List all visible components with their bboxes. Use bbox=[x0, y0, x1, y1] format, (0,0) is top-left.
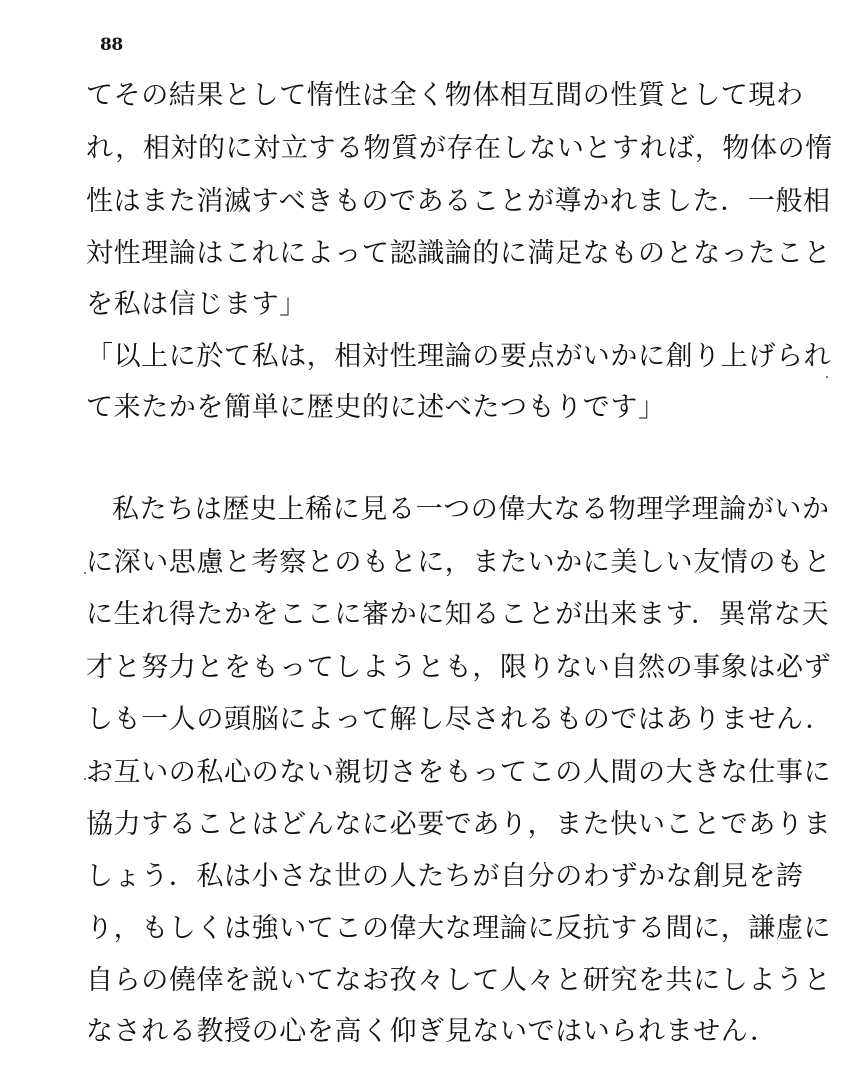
text-line: り，もしくは強いてこの偉大な理論に反抗する間に，謙虚に bbox=[86, 913, 832, 944]
scan-speck bbox=[826, 376, 828, 378]
text-line: お互いの私心のない親切さをもってこの人間の大きな仕事に bbox=[86, 757, 832, 788]
text-line: てその結果として惰性は全く物体相互間の性質として現わ bbox=[86, 80, 804, 111]
text-line: に生れ得たかをここに審かに知ることが出来ます．異常な天 bbox=[86, 599, 830, 630]
scan-speck bbox=[84, 572, 86, 574]
text-line: れ，相対的に対立する物質が存在しないとすれば，物体の惰 bbox=[86, 133, 833, 164]
text-line: しょう．私は小さな世の人たちが自分のわずかな創見を誇 bbox=[86, 861, 804, 892]
text-line: しも一人の頭脳によって解し尽されるものではありません． bbox=[86, 704, 833, 735]
text-line: を私は信じます」 bbox=[86, 289, 307, 320]
text-line: 対性理論はこれによって認識論的に満足なものとなったこと bbox=[86, 238, 832, 269]
text-line: 私たちは歴史上稀に見る一つの偉大なる物理学理論がいか bbox=[112, 494, 830, 525]
text-line: 才と努力とをもってしようとも，限りない自然の事象は必ず bbox=[86, 652, 832, 683]
scan-speck bbox=[84, 778, 86, 780]
text-line: に深い思慮と考察とのもとに，またいかに美しい友情のもと bbox=[86, 547, 832, 578]
text-line: 「以上に於て私は，相対性理論の要点がいかに創り上げられ bbox=[86, 341, 832, 372]
text-line: 協力することはどんなに必要であり，また快いことでありま bbox=[86, 809, 832, 840]
text-line: なされる教授の心を高く仰ぎ見ないではいられません． bbox=[86, 1016, 778, 1047]
text-line: て来たかを簡単に歴史的に述べたつもりです」 bbox=[86, 392, 666, 423]
text-line: 性はまた消滅すべきものであることが導かれました．一般相 bbox=[86, 186, 831, 217]
page-number: 88 bbox=[100, 35, 123, 55]
text-line: 自らの僥倖を説いてなお孜々して人々と研究を共にしようと bbox=[86, 965, 832, 996]
